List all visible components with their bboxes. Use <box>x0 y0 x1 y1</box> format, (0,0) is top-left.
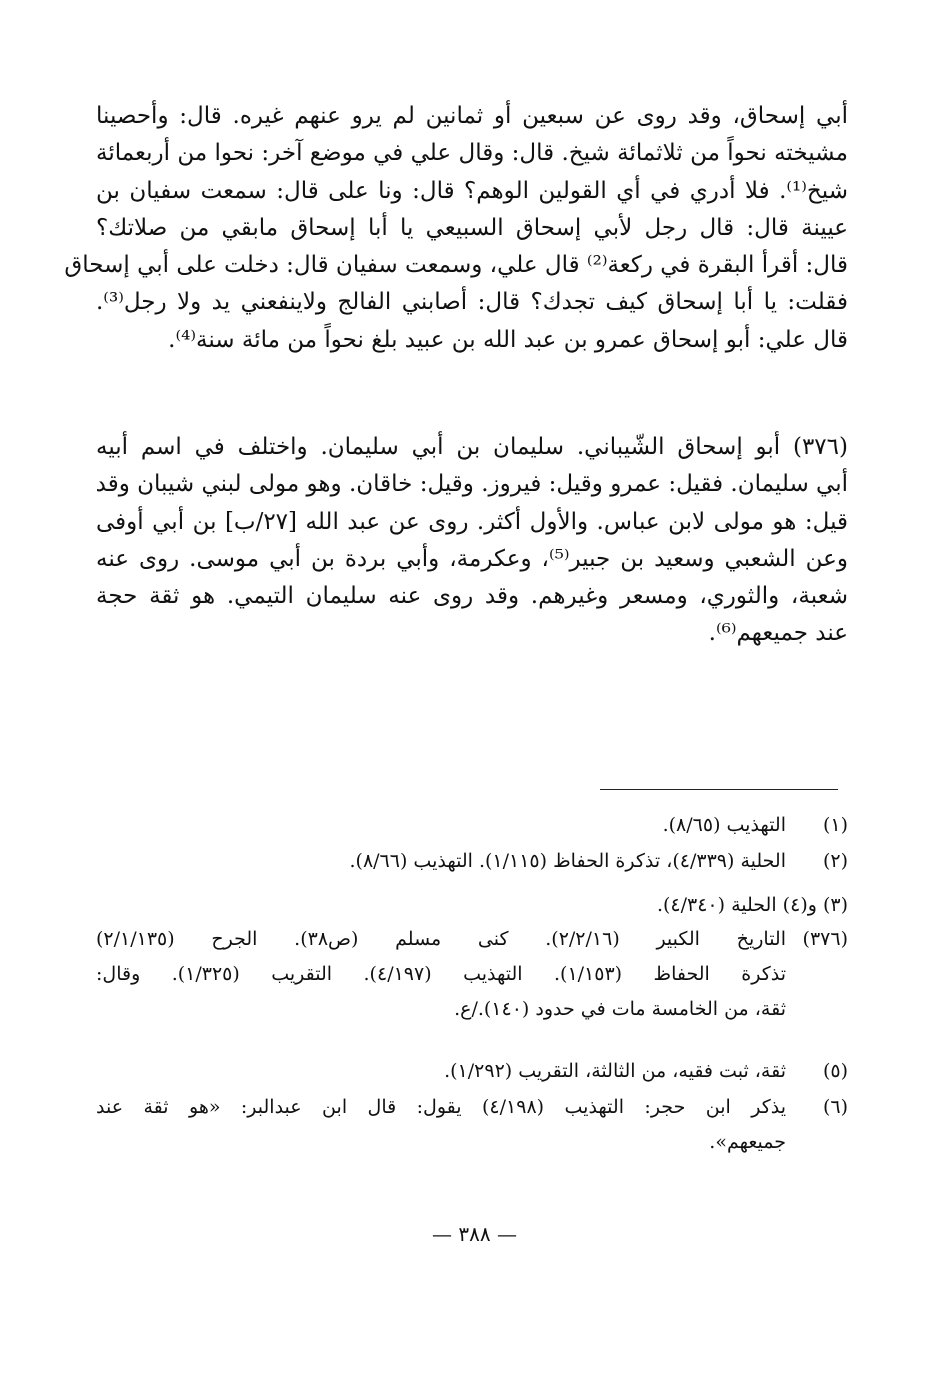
footnote-number: (٥) <box>822 1060 848 1082</box>
text-line: قال: أقرأ البقرة في ركعة⁽²⁾ قال علي، وسمعت سفيان قال: دخلت على أبي إسحاق <box>64 252 848 279</box>
footnote <box>96 844 848 888</box>
footnote-text <box>96 844 786 879</box>
text-line: فقلت: يا أبا إسحاق كيف تجدك؟ قال: أصابني الفالج ولاينفعني يد ولا رجل⁽³⁾. <box>96 289 848 316</box>
footnote <box>96 1090 848 1160</box>
footnote-line: ثقة، ثبت فقيه، من الثالثة، التقريب (١/٢٩٢). <box>444 1060 786 1082</box>
text-line: أبي سليمان. فقيل: عمرو وقيل: فيروز. وقيل: خاقان. وهو مولى لبني شيبان وقد <box>95 471 848 498</box>
footnote-text <box>96 922 786 1027</box>
text-line: عيينة قال: قال رجل لأبي إسحاق السبيعي يا أبا إسحاق مابقي من صلاتك؟ <box>96 214 848 241</box>
entry-376-paragraph <box>96 429 848 653</box>
footnote-line: ثقة، من الخامسة مات في حدود (١٤٠)./ع. <box>454 998 786 1020</box>
footnote-line: الحلية (٤/٣٣٩)، تذكرة الحفاظ (١/١١٥). التهذيب (٨/٦٦). <box>349 850 786 872</box>
text-line: قال علي: أبو إسحاق عمرو بن عبد الله بن عبيد بلغ نحواً من مائة سنة⁽⁴⁾. <box>168 326 848 353</box>
page-number: — ٣٨٨ — <box>432 1222 517 1246</box>
footnote-text <box>96 1054 786 1089</box>
footnote <box>96 1054 848 1090</box>
footnote-line: التاريخ الكبير (٢/٢/١٦). كنى مسلم (ص٣٨). الجرح (٢/١/١٣٥) <box>96 928 786 950</box>
footnotes <box>96 808 848 1160</box>
footnote-number: (٣) و(٤) <box>782 894 848 916</box>
footnote <box>96 888 848 922</box>
footnote-number: (٢) <box>822 850 848 872</box>
footnote-line: الحلية (٤/٣٤٠). <box>656 894 777 916</box>
text-line: مشيخته نحواً من ثلاثمائة شيخ. قال: وقال علي في موضع آخر: نحوا من أربعمائة <box>96 140 848 167</box>
footnote-number: (١) <box>822 814 848 836</box>
footnote-number: (٣٧٦) <box>802 928 848 950</box>
footnote-number: (٦) <box>822 1096 848 1118</box>
text-line: وعن الشعبي وسعيد بن جبير⁽⁵⁾، وعكرمة، وأبي بردة بن أبي موسى. روى عنه <box>96 545 848 572</box>
text-line: شعبة، والثوري، ومسعر وغيرهم. وقد روى عنه سليمان التيمي. هو ثقة حجة <box>96 583 848 610</box>
text-line: شيخ⁽¹⁾. فلا أدري في أي القولين الوهم؟ قال: ونا على قال: سمعت سفيان بن <box>96 177 848 204</box>
footnote-divider <box>600 789 838 790</box>
footnote-text <box>96 808 786 843</box>
paragraph-continuation <box>64 98 848 359</box>
text-line: (٣٧٦) أبو إسحاق الشّيباني. سليمان بن أبي سليمان. واختلف في اسم أبيه <box>96 434 848 460</box>
text-line: قيل: هو مولى لابن عباس. والأول أكثر. روى عن عبد الله [٢٧/ب] بن أبي أوفى <box>96 508 849 535</box>
text-line: عند جميعهم⁽⁶⁾. <box>708 620 848 647</box>
footnote-text <box>96 888 848 923</box>
footnote-text <box>96 1090 786 1160</box>
footnote-line: جميعهم». <box>709 1131 786 1153</box>
footnote-line: التهذيب (٨/٦٥). <box>662 814 786 836</box>
footnote <box>96 808 848 844</box>
footnote <box>96 922 848 1054</box>
text-line: أبي إسحاق، وقد روى عن سبعين أو ثمانين لم يرو عنهم غيره. قال: وأحصينا <box>96 103 848 129</box>
footnote-line: تذكرة الحفاظ (١/١٥٣). التهذيب (٤/١٩٧). التقريب (١/٣٢٥). وقال: <box>96 963 787 985</box>
footnote-line: يذكر ابن حجر: التهذيب (٤/١٩٨) يقول: قال ابن عبدالبر: «هو ثقة عند <box>96 1096 787 1118</box>
